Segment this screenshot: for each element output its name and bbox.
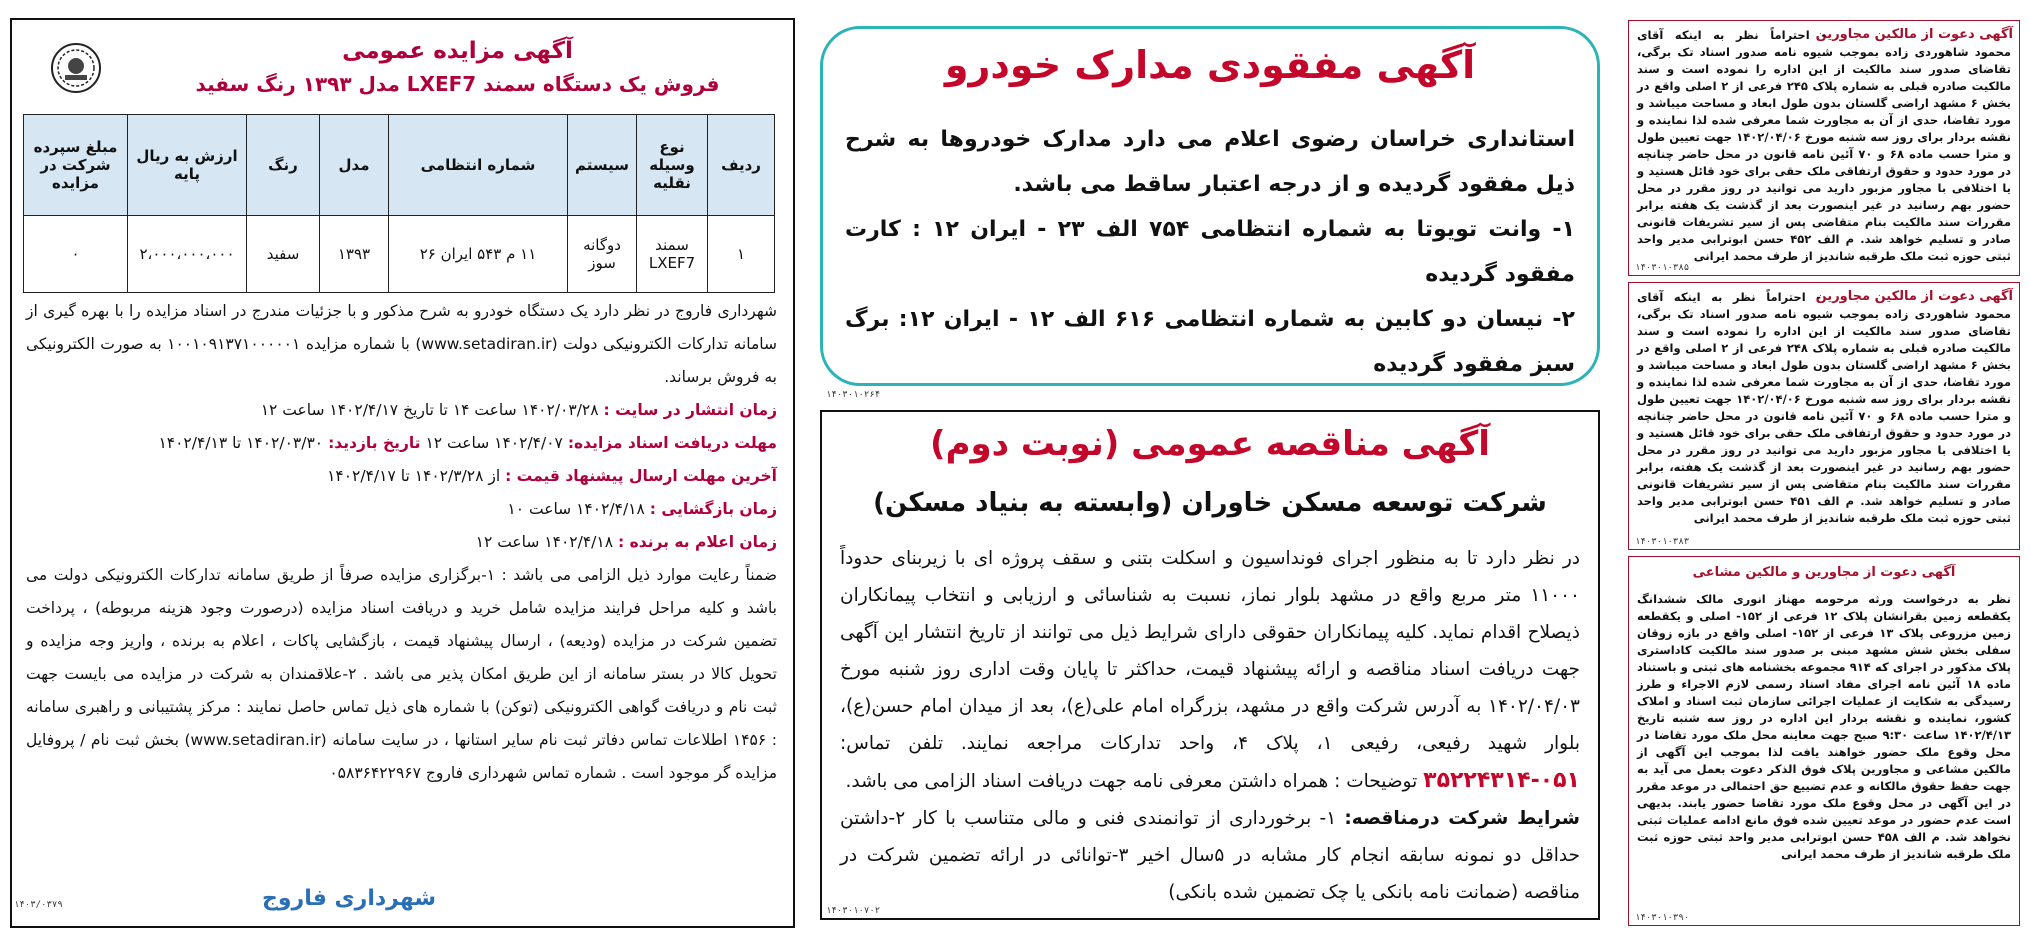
auction-terms: ضمناً رعایت موارد ذیل الزامی می باشد : ۱-برگزاری مزایده صرفاً از طریق سامانه تدارکات الکترونیکی دولت می باشد و کلیه مراحل فرایند مزایده شامل خرید و دریافت اسناد مزایده (درصورت وجود هزینه مربوطه) ، پرداخت تضمین شرکت در مزایده (ودیعه) ، ارسال پیشنهاد قیمت ، بازگشایی پاکات ، اعلام به برنده ، واریز وجه مزایده و تحویل کالا در بستر سامانه از این طریق امکان پذیر می باشد . ۲-علاقمندان به شرکت در مزایده می بایست جهت ثبت نام و دریافت گواهی الکترونیکی (توکن) با شماره های ذیل تماس حاصل نمایند : مرکز پشتیبانی و راهبری سامانه : ۱۴۵۶ اطلاعات تماس دفاتر ثبت نام سایر استانها ، در سایت سامانه (www.setadiran.ir) بخش ثبت نام / پروفایل مزایده گر موجود است . شماره تماس شهرداری فاروج ۰۵۸۳۶۴۲۲۹۶۷ <box>26 566 777 782</box>
winner-time <box>26 526 777 559</box>
header-cell: شماره انتظامی <box>389 115 568 216</box>
auction-intro: شهرداری فاروج در نظر دارد یک دستگاه خودرو به شرح مذکور و با جزئیات مندرج در اسناد مزایده را با بهره گیری از سامانه تدارکات الکترونیکی دولت (www.setadiran.ir) با شماره مزایده ۱۰۰۱۰۹۱۳۷۱۰۰۰۰۰۱ به صورت الکترونیکی به فروش برساند. <box>26 302 777 386</box>
bid-deadline-label: آخرین مهلت ارسال پیشنهاد قیمت : <box>505 467 777 485</box>
table-cell: سمند LXEF7 <box>637 216 708 293</box>
notice-text: نظر به درخواست ورثه مرحومه مهناز انوری مالک ششدانگ یکقطعه زمین بقرانشان پلاک ۱۲ فرعی از ۱۵۲- اصلی و یکقطعه زمین مزروعی پلاک ۱۳ فرعی از ۱۵۲- اصلی واقع در بازه زوقان سفلی بخش شش مشهد مبنی بر صدور سند مالکیت کاداستری پلاک مذکور در اجرای که ۹۱۴ مجموعه بخشنامه های ثبتی و باستناد ماده ۱۸ آئین نامه اجرای مفاد اسناد رسمی لازم الاجراء و طرز رسیدگی به شکایت از عملیات اجرائی سازمان ثبت اسناد و املاک کشور، نماینده و نقشه بردار این اداره در روز سه شنبه تاریخ ۱۴۰۲/۴/۱۳ ساعت ۹:۳۰ صبح جهت معاینه محل ملک مورد تقاضا در محل وقوع ملک حضور خواهند یافت لذا بموجب این آگهی از مالکین مشاعی و مجاورین پلاک فوق الذکر دعوت بعمل می آید به جهت حفظ حقوق مالکانه و عدم تضییع حق احتمالی در موعد مقرر در این آگهی در محل وقوع ملک مورد تقاضا حضور یابند. بدیهی است عدم حضور در موعد تعیین شده فوق مانع ادامه عملیات ثبتی نخواهد شد. م الف ۴۵۸ حسن ابوترابی مدیر واحد ثبتی حوزه ثبت ملک طرقبه شاندیز از طرف محمد ایرانی <box>1637 592 2011 861</box>
table-cell: دوگانه سوز <box>568 216 637 293</box>
lost-intro: استانداری خراسان رضوی اعلام می دارد مدارک خودروها به شرح ذیل مفقود گردیده و از درجه اعتبار ساقط می باشد. <box>845 127 1575 197</box>
docs-deadline-value: ۱۴۰۲/۴/۰۷ ساعت ۱۲ <box>425 434 563 452</box>
table-cell: ۱۳۹۳ <box>320 216 389 293</box>
header-cell: ارزش به ریال پایه <box>128 115 247 216</box>
tender-description: در نظر دارد تا به منظور اجرای فونداسیون و اسکلت بتنی و سقف پروژه ای با زیربنای حدوداً ۱۱۰۰۰ متر مربع واقع در مشهد بلوار نماز، نسبت به شناسائی و ارزیابی و انتخاب پیمانکاران ذیصلاح اقدام نماید. کلیه پیمانکاران حقوقی دارای شرایط ذیل می توانند از تاریخ انتشار این آگهی جهت دریافت اسناد مناقصه و ارائه پیشنهاد قیمت، حداکثر تا پایان وقت اداری روز شنبه مورخ ۱۴۰۲/۰۴/۰۳ به آدرس شرکت واقع در مشهد، بزرگراه امام علی(ع)، بعد از میدان امام حسن(ع)، بلوار شهید رفیعی، رفیعی ۱، پلاک ۴، واحد تدارکات مراجعه نمایند. تلفن تماس: <box>840 548 1580 754</box>
notice-heading: آگهی دعوت از مالکین مجاورین <box>1815 289 2013 304</box>
auction-title: آگهی مزایده عمومی <box>342 38 573 64</box>
table-cell: ۱۱ م ۵۴۳ ایران ۲۶ <box>389 216 568 293</box>
tender-phone-note: توضیحات : همراه داشتن معرفی نامه جهت دریافت اسناد الزامی می باشد. <box>845 771 1418 792</box>
notice-code: ۱۴۰۳۰۱۰۳۸۵ <box>1635 263 1690 273</box>
table-cell: ۰ <box>24 216 128 293</box>
notice-code: ۱۴۰۳۰۱۰۳۹۰ <box>1635 913 1690 923</box>
winner-time-label: زمان اعلام به برنده : <box>618 533 777 551</box>
tender-code: ۱۴۰۳۰۱۰۷۰۲ <box>826 906 881 916</box>
winner-time-value: ۱۴۰۲/۴/۱۸ ساعت ۱۲ <box>475 533 614 551</box>
header-cell: نوع وسیله نقلیه <box>637 115 708 216</box>
publish-time-value: ۱۴۰۲/۰۳/۲۸ ساعت ۱۴ تا تاریخ ۱۴۰۲/۴/۱۷ ساعت ۱۲ <box>260 401 599 419</box>
tender-phone: ۰۵۱-۳۵۲۲۴۳۱۴ <box>1423 768 1580 793</box>
auction-signature: شهرداری فاروج <box>262 886 437 911</box>
table-cell: سفید <box>247 216 320 293</box>
header-cell: مبلغ سپرده شرکت در مزایده <box>24 115 128 216</box>
auction-ad <box>10 18 795 928</box>
notice-heading: آگهی دعوت از مجاورین و مالکین مشاعی <box>1692 565 1956 580</box>
header-cell: ردیف <box>708 115 775 216</box>
visit-date-value: ۱۴۰۲/۰۳/۳۰ تا ۱۴۰۲/۴/۱۳ <box>158 434 324 452</box>
notice-neighbors-2 <box>1628 282 2020 550</box>
table-cell: ۱ <box>708 216 775 293</box>
notice-co-owners <box>1628 556 2020 926</box>
notice-code: ۱۴۰۳۰۱۰۳۸۳ <box>1635 537 1690 547</box>
bid-deadline-value: از ۱۴۰۲/۳/۲۸ تا ۱۴۰۲/۴/۱۷ <box>327 467 501 485</box>
auction-body <box>26 295 777 790</box>
notice-heading: آگهی دعوت از مالکین مجاورین <box>1815 27 2013 42</box>
opening-time-label: زمان بازگشایی : <box>649 500 777 518</box>
auction-subtitle: فروش یک دستگاه سمند LXEF7 مدل ۱۳۹۳ رنگ سفید <box>195 72 720 96</box>
tender-body <box>840 540 1580 911</box>
header-cell: مدل <box>320 115 389 216</box>
list-item: ۲- نیسان دو کابین به شماره انتظامی ۶۱۶ الف ۱۲ - ایران ۱۲: برگ سبز مفقود گردیده <box>845 307 1575 377</box>
lost-code: ۱۴۰۳۰۱۰۲۶۴ <box>826 390 881 400</box>
lost-body <box>845 117 1575 386</box>
header-cell: سیستم <box>568 115 637 216</box>
docs-deadline <box>26 427 777 460</box>
bid-deadline <box>26 460 777 493</box>
auction-table-header <box>24 115 775 216</box>
publish-time <box>26 394 777 427</box>
tender-ad <box>820 410 1600 920</box>
notice-neighbors-1 <box>1628 20 2020 276</box>
tender-conditions: ۱- برخورداری از توانمندی فنی و مالی متناسب با کار ۲-داشتن حداقل دو نمونه سابقه انجام کار مشابه در ۵سال اخیر ۳-توانائی در ارائه تضمین شرکت در مناقصه (ضمانت نامه بانکی یا چک تضمین شده بانکی) <box>840 808 1580 903</box>
municipality-logo-icon <box>50 42 102 94</box>
tender-title: آگهی مناقصه عمومی (نوبت دوم) <box>930 424 1490 464</box>
opening-time <box>26 493 777 526</box>
auction-table <box>23 114 775 293</box>
publish-time-label: زمان انتشار در سایت : <box>603 401 777 419</box>
table-cell: ۲،۰۰۰،۰۰۰،۰۰۰ <box>128 216 247 293</box>
visit-date-label: تاریخ بازدید: <box>328 434 421 452</box>
tender-company: شرکت توسعه مسکن خاوران (وابسته به بنیاد مسکن) <box>873 488 1547 518</box>
auction-code: ۱۴۰۳/۰۳۷۹ <box>14 900 63 910</box>
opening-time-value: ۱۴۰۲/۴/۱۸ ساعت ۱۰ <box>507 500 645 518</box>
lost-title: آگهی مفقودی مدارک خودرو <box>944 43 1476 87</box>
header-cell: رنگ <box>247 115 320 216</box>
notice-text: - احتراماً نظر به اینکه آقای محمود شاهوردی زاده بموجب شیوه نامه صدور اسناد تک برگی، تقاضای صدور سند مالکیت از این اداره را نموده است و سند مالکیت صادره قبلی به شماره پلاک ۲۴۵ فرعی از ۲ اصلی واقع در بخش ۶ مشهد اراضی گلستان بدون طول ابعاد و مساحت میباشد و مورد تقاضا، حدی از آن به مجاورت شما معرفی شده لذا نماینده و نقشه بردار برای روز سه شنبه مورخ ۱۴۰۲/۰۴/۰۶ جهت تعیین طول و مترا حسب ماده ۶۸ و ۷۰ آئین نامه قانون در محل حاضر چنانچه در مورد حدود و حقوق ارتفاقی ملک حقی برای خود قائل هستید و یا اختلافی با مجاور مزبور دارید می توانید در روز مقرر در محل حضور بهم رسانید در غیر اینصورت بعد از گذشت یک هفته برابر مقررات سند مالکیت بنام متقاضی پس از سیر تشریفات قانونی صادر و تسلیم خواهد شد. م الف ۴۵۲ حسن ابوترابی مدیر واحد ثبتی حوزه ثبت ملک طرقبه شاندیز از طرف محمد ایرانی <box>1637 28 2012 263</box>
table-row <box>24 216 775 293</box>
docs-deadline-label: مهلت دریافت اسناد مزایده: <box>567 434 777 452</box>
tender-conditions-label: شرایط شرکت درمناقصه: <box>1344 808 1580 829</box>
notice-text: - احتراماً نظر به اینکه آقای محمود شاهوردی زاده بموجب شیوه نامه صدور اسناد تک برگی، تقاضای صدور سند مالکیت از این اداره را نموده است و سند مالکیت صادره قبلی به شماره پلاک ۲۴۸ فرعی از ۲ اصلی واقع در بخش ۶ مشهد اراضی گلستان بدون طول ابعاد و مساحت میباشد و مورد تقاضا، حدی از آن به مجاورت شما معرفی شده لذا نماینده و نقشه بردار برای روز سه شنبه مورخ ۱۴۰۲/۰۴/۰۶ جهت تعیین طول و مترا حسب ماده ۶۸ و ۷۰ آئین نامه قانون در محل حاضر چنانچه در مورد حدود و حقوق ارتفاقی ملک حقی برای خود قائل هستید و یا اختلافی با مجاور مزبور دارید می توانید در روز مقرر در محل حضور بهم رسانید در غیر اینصورت بعد از گذشت یک هفته، برابر مقررات سند مالکیت بنام متقاضی پس از سیر تشریفات قانونی صادر و تسلیم خواهد شد. م الف ۴۵۱ حسن ابوترابی مدیر واحد ثبتی حوزه ثبت ملک طرقبه شاندیز از طرف محمد ایرانی <box>1637 290 2012 525</box>
list-item: ۱- وانت تویوتا به شماره انتظامی ۷۵۴ الف ۲۳ - ایران ۱۲ : کارت مفقود گردیده <box>845 217 1575 287</box>
lost-documents-ad <box>820 26 1600 386</box>
